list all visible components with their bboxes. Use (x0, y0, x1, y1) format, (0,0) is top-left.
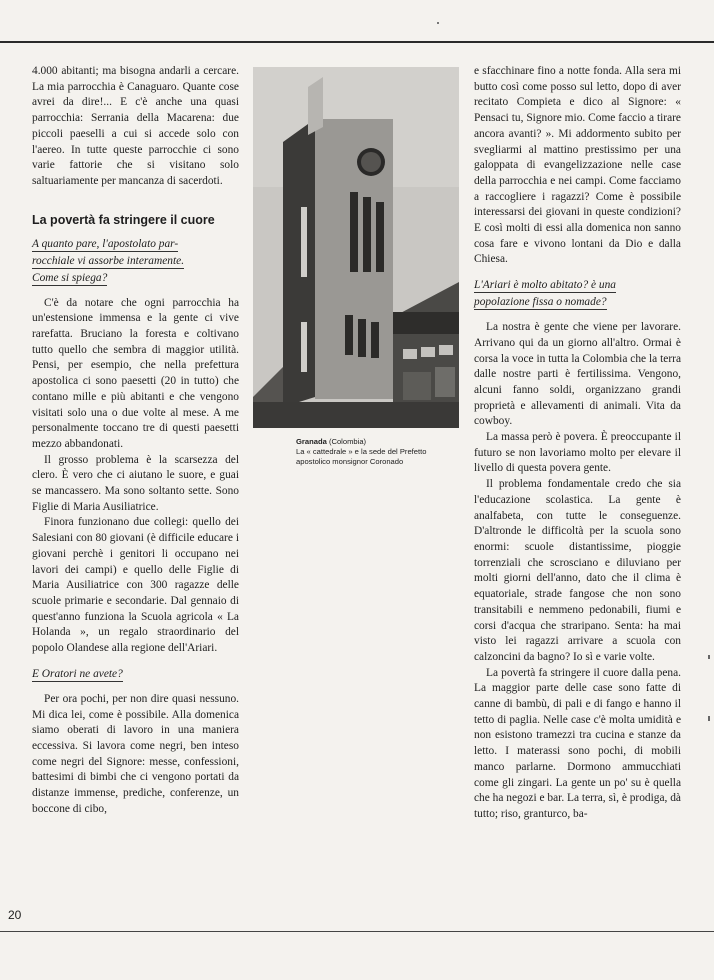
caption-place: Granada (296, 437, 327, 446)
print-mark (437, 22, 439, 24)
interview-question: A quanto pare, l'apostolato par- rocchiale vi assorbe interamente. Come si spiega? (32, 237, 185, 284)
margin-mark (708, 655, 710, 659)
photo-illustration (253, 67, 459, 428)
page-number: 20 (8, 908, 22, 922)
paragraph: La massa però è povera. È preoccupante il futuro se non lavoriamo molto per elevare il livello di questa povera gente. (474, 431, 681, 475)
photo-caption (296, 437, 446, 466)
paragraph: C'è da notare che ogni parrocchia ha un'estensione immensa e la gente ci vive rarefatta. Bruciano la foresta e coltivano tutto quello che sembra di maggior utilità. Pensi, per esempio, che nella prefettura apostolica ci sono paesetti (20 in tutto) che contano mille e più abitanti e che vengono visitati solo una o due volte al mese. A me personalmente toccano tre di questi paesetti mezzo abbandonati. (32, 296, 239, 450)
interview-question: L'Ariari è molto abitato? è una popolazione fissa o nomade? (474, 279, 616, 309)
paragraph: 4.000 abitanti; ma bisogna andarli a cercare. La mia parrocchia è Canaguaro. Quante cose avrei da dire!... E c'è anche una quasi parrocchia: Serrania della Macarena: due piccoli paeselli a cui si accede solo con l'aereo. In tutte queste parrocchie ci sono varie fattorie che si visitano solo saltuariamente per mancanza di sacerdoti. (32, 65, 239, 187)
caption-text: La « cattedrale » e la sede del Prefetto apostolico monsignor Coronado (296, 446, 427, 466)
paragraph: Per ora pochi, per non dire quasi nessuno. Mi dica lei, come è possibile. Alla domenica siamo oberati di lavoro in una maniera eccessiva. Si lavora come negri, ben inteso come negri del Signore: messe, confessioni, battesimi di bimbi che ci vengono portati da distanze immense, prediche, conferenze, un boccone di cibo, (32, 692, 239, 815)
paragraph: Il grosso problema è la scarsezza del clero. È vero che ci aiutano le suore, e guai se mancassero. Ma sono soltanto sette. Sono Figlie di Maria Ausiliatrice. (32, 453, 239, 513)
caption-country: (Colombia) (328, 437, 367, 446)
interview-question: E Oratori ne avete? (32, 667, 123, 680)
paragraph: Il problema fondamentale credo che sia l'educazione scolastica. La gente è analfabeta, con tutte le conseguenze. D'altronde le difficoltà per la scuola sono enormi: scuole distantissime, pioggie torrenziali che scrosciano e diluviano per molti giorni dell'anno, dato che il clima è equatoriale, strade fangose che non sono transitabili e nemmeno pedonabili, fiumi e corsi d'acqua che straripano. Senta: ha mai visto lei ragazzi arrivare a scuola con calzoncini da bagno? Io sì e varie volte. (474, 478, 681, 663)
paragraph: La povertà fa stringere il cuore dalla pena. La maggior parte delle case sono fatte di canne di bambù, di pali e di fango e hanno il tetto di paglia. Nelle case c'è molta umidità e non esistono tramezzi tra cucina e stanze da letto. I materassi sono pochi, di mobili manco parlarne. Dormono ammucchiati come gli zingari. La gente un po' su è quella che ha negozi e bar. La terra, sì, è prodiga, dà tutto; riso, granturco, ba- (474, 666, 681, 820)
margin-mark (708, 716, 710, 721)
paragraph: e sfacchinare fino a notte fonda. Alla sera mi butto così come posso sul letto, dopo di aver recitato Compieta e dico al Signore: « Pensaci tu, Signore mio. Come faccio a tirare ancora avanti? ». Mi addormento subito per svegliarmi al mattino prestissimo per una galoppata di evangelizzazione nelle case della parrocchia e nei campi. Come facciamo a raccogliere i ragazzi? Come è possibile interessarsi dei giovani in queste condizioni? E così molti di essi alla domenica non sanno cosa fare e vivono lontani da Dio e dalla Chiesa. (474, 65, 681, 266)
column-left (32, 64, 239, 817)
paragraph: Finora funzionano due collegi: quello dei Salesiani con 80 giovani (è difficile educare i giovani perchè i genitori li occupano nei lavori dei campi) e quello delle Figlie di Maria Ausiliatrice con 300 ragazze delle scuole primarie e secondarie. Dal gennaio di quest'anno funziona la Scuola agricola « La Holanda », un regalo straordinario del popolo Olandese alla regione dell'Ariari. (32, 516, 239, 655)
column-right (474, 64, 681, 823)
top-rule (0, 41, 714, 43)
paragraph: La nostra è gente che viene per lavorare. Arrivano qui da un giorno all'altro. Ormai è corsa la voce in tutta la Colombia che la terra dalle nostre parti è fertilissima. Vengono, alcuni fanno soldi, organizzano grandi proprietà e allevamenti di animali. Vita da cowboy. (474, 321, 681, 428)
church-bell-tower-photo (253, 67, 459, 428)
section-heading: La povertà fa stringere il cuore (32, 212, 215, 227)
bottom-rule (0, 931, 714, 932)
